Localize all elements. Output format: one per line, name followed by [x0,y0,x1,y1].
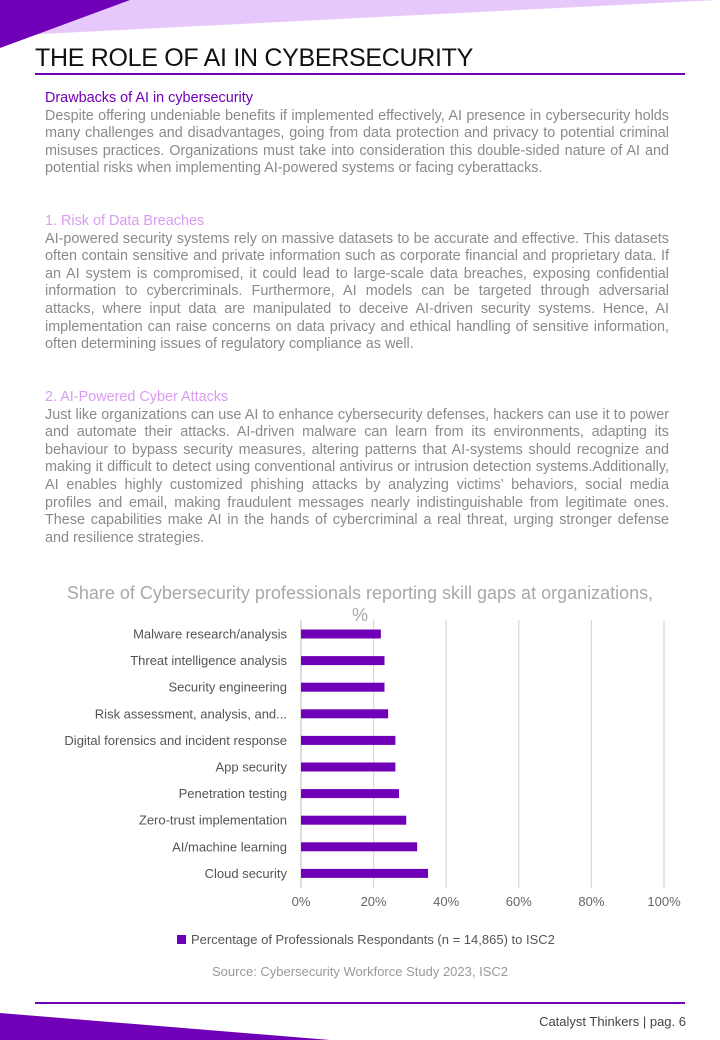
bar-chart [0,600,720,920]
section-body: Despite offering undeniable benefits if implemented effectively, AI presence in cybersecurity holds many challenges and disadvantages, going from data protection and privacy to potential criminal misuses practices. Organizations must take into consideration this double-sided nature of AI and potential risks when implementing AI-powered systems or facing cyberattacks. [45,107,669,177]
bar [301,630,381,639]
legend-label: Percentage of Professionals Respondants (n = 14,865) to ISC2 [191,932,555,947]
page-title: THE ROLE OF AI IN CYBERSECURITY [35,44,474,72]
section-body: AI-powered security systems rely on massive datasets to be accurate and effective. This datasets often contain sensitive and private information such as corporate financial and proprietary data. If an AI system is compromised, it could lead to large-scale data breaches, exposing confidential information to cybercriminals. Furthermore, AI models can be targeted through adversarial attacks, where input data are manipulated to deceive AI-driven security systems. Hence, AI implementation can raise concerns on data privacy and ethical handling of sensitive information, often determining issues of regulatory compliance as well. [45,230,669,353]
category-label: Cloud security [204,865,287,881]
bar [301,656,384,665]
bar [301,683,384,692]
category-label: Digital forensics and incident response [64,732,287,748]
legend-swatch [177,935,186,944]
chart-legend [177,932,555,947]
footer-rule [35,1002,685,1004]
x-tick-label: 20% [360,894,387,909]
category-label: Zero-trust implementation [138,812,287,828]
chart-category-labels [64,627,287,881]
chart-bars [301,630,428,878]
section-ai-attacks [45,389,669,547]
bar [301,869,428,878]
category-label: Security engineering [168,679,287,695]
section-drawbacks [45,90,669,178]
section-heading: Drawbacks of AI in cybersecurity [45,90,253,106]
section-heading: 1. Risk of Data Breaches [45,213,205,229]
x-tick-label: 40% [433,894,460,909]
category-label: App security [215,759,287,775]
bar [301,816,406,825]
chart-x-tick-labels [292,894,681,909]
bar [301,709,388,718]
bar [301,736,395,745]
category-label: Penetration testing [178,786,287,802]
category-label: Threat intelligence analysis [130,653,287,669]
footer-page-label: Catalyst Thinkers | pag. 6 [539,1014,686,1029]
bar [301,842,417,851]
category-label: AI/machine learning [172,839,287,855]
chart-source: Source: Cybersecurity Workforce Study 2023, ISC2 [212,964,508,979]
x-tick-label: 80% [578,894,605,909]
x-tick-label: 60% [505,894,532,909]
title-underline [35,73,685,75]
category-label: Malware research/analysis [133,626,287,642]
footer-purple-wedge [0,1013,330,1040]
chart-title: Share of Cybersecurity professionals reporting skill gaps at organizations, % [66,583,654,625]
x-tick-label: 0% [291,894,311,909]
section-data-breaches [45,213,669,354]
section-heading: 2. AI-Powered Cyber Attacks [45,389,229,405]
bar [301,789,399,798]
bar [301,763,395,772]
x-tick-label: 100% [647,894,681,909]
section-body: Just like organizations can use AI to enhance cybersecurity defenses, hackers can use it to power and automate their attacks. AI-driven malware can learn from its environments, adapting its behaviour to bypass security measures, altering patterns that AI-systems should recognize and making it difficult to detect using conventional antivirus or intrusion detection systems.Additionally, AI enables highly customized phishing attacks by analyzing victims’ behaviors, social media profiles and email, making fraudulent messages nearly indistinguishable from legitimate ones. These capabilities make AI in the hands of cybercriminal a real threat, urging stronger defense and resilience strategies. [45,406,669,546]
category-label: Risk assessment, analysis, and... [94,706,287,722]
